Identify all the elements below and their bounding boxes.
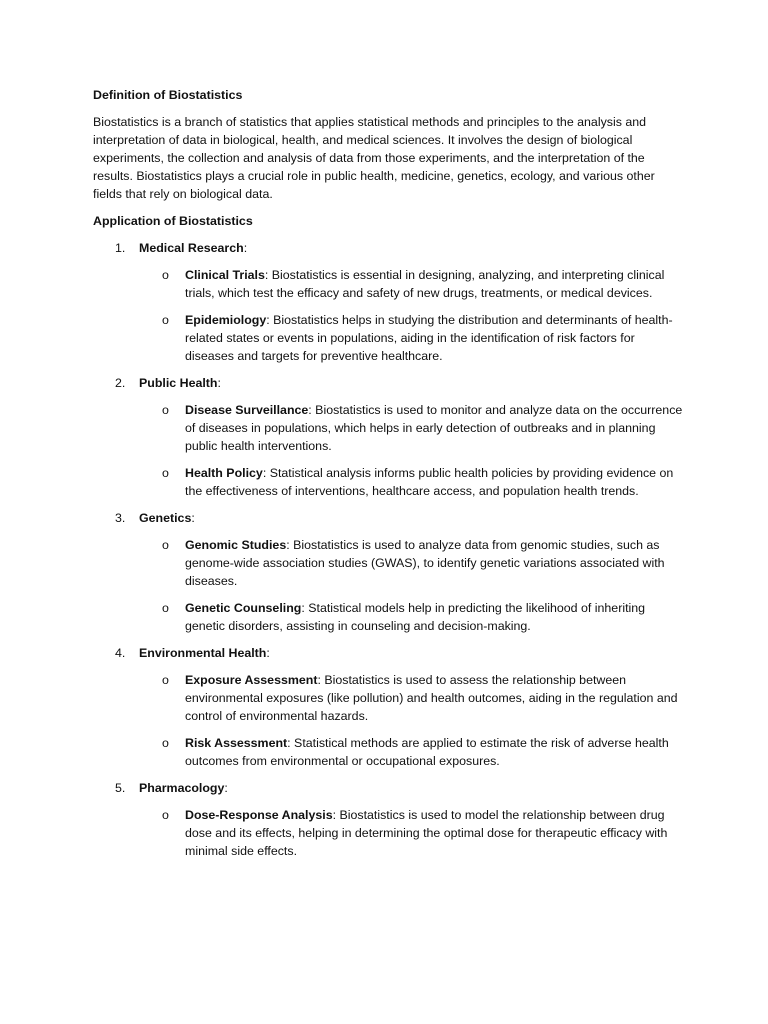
sub-text: : Biostatistics is used to monitor and analyze data on the occurrence of diseases in populations, which helps in early detection of outbreaks and in planning public health interventions. (185, 403, 683, 453)
application-item-header (93, 374, 683, 392)
item-title: Public Health (139, 376, 218, 390)
application-item-header (93, 779, 683, 797)
application-list (93, 239, 683, 860)
sub-text: : Biostatistics is used to analyze data from genomic studies, such as genome-wide association studies (GWAS), to identify genetic variations associated with diseases. (185, 538, 665, 588)
sub-text: : Statistical models help in predicting the likelihood of inheriting genetic disorders, assisting in counseling and decision-making. (185, 601, 646, 633)
bullet-marker: o (162, 466, 169, 480)
item-colon: : (191, 511, 195, 525)
sub-item (93, 266, 683, 302)
bullet-marker: o (162, 673, 169, 687)
sub-text: : Biostatistics is used to assess the relationship between environmental exposures (like pollution) and health outcomes, aiding in the regulation and control of environmental hazards. (185, 673, 678, 723)
sub-term: Risk Assessment (185, 736, 288, 750)
bullet-marker: o (162, 403, 169, 417)
item-colon: : (266, 646, 270, 660)
application-item (93, 644, 683, 770)
item-number: 5. (115, 781, 126, 795)
sub-list (93, 401, 683, 500)
sub-term: Health Policy (185, 466, 263, 480)
sub-item (93, 401, 683, 455)
sub-list (93, 806, 683, 860)
bullet-marker: o (162, 736, 169, 750)
bullet-marker: o (162, 268, 169, 282)
sub-term: Exposure Assessment (185, 673, 318, 687)
sub-item (93, 806, 683, 860)
definition-heading: Definition of Biostatistics (93, 88, 243, 102)
bullet-marker: o (162, 313, 169, 327)
sub-item (93, 464, 683, 500)
sub-item (93, 311, 683, 365)
sub-list (93, 266, 683, 365)
sub-term: Epidemiology (185, 313, 267, 327)
item-title: Medical Research (139, 241, 244, 255)
bullet-marker: o (162, 601, 169, 615)
item-colon: : (224, 781, 228, 795)
sub-text: : Statistical methods are applied to estimate the risk of adverse health outcomes from environmental or occupational exposures. (185, 736, 669, 768)
item-number: 1. (115, 241, 126, 255)
bullet-marker: o (162, 808, 169, 822)
item-title: Pharmacology (139, 781, 225, 795)
application-item-header (93, 509, 683, 527)
sub-text: : Biostatistics helps in studying the distribution and determinants of health-related states or events in populations, aiding in the identification of risk factors for diseases and targets for preventive healthcare. (185, 313, 673, 363)
sub-text: : Statistical analysis informs public health policies by providing evidence on the effectiveness of interventions, healthcare access, and population health trends. (185, 466, 674, 498)
sub-term: Genomic Studies (185, 538, 287, 552)
sub-item (93, 599, 683, 635)
application-item-header (93, 644, 683, 662)
sub-text: : Biostatistics is essential in designing, analyzing, and interpreting clinical trials, which test the efficacy and safety of new drugs, treatments, or medical devices. (185, 268, 665, 300)
item-number: 4. (115, 646, 126, 660)
item-colon: : (243, 241, 248, 255)
sub-list (93, 671, 683, 770)
item-colon: : (217, 376, 221, 390)
item-title: Environmental Health (139, 646, 267, 660)
sub-term: Disease Surveillance (185, 403, 309, 417)
sub-term: Genetic Counseling (185, 601, 302, 615)
application-heading: Application of Biostatistics (93, 214, 253, 228)
bullet-marker: o (162, 538, 169, 552)
sub-term: Dose-Response Analysis (185, 808, 333, 822)
definition-paragraph: Biostatistics is a branch of statistics that applies statistical methods and principles to the analysis and interpretation of data in biological, health, and medical sciences. It involves the design of biological experiments, the collection and analysis of data from those experiments, and the interpretation of the results. Biostatistics plays a crucial role in public health, medicine, genetics, ecology, and various other fields that rely on biological data. (93, 115, 655, 201)
application-item-header (93, 239, 683, 257)
application-item (93, 509, 683, 635)
application-item (93, 239, 683, 365)
item-number: 2. (115, 376, 126, 390)
sub-item (93, 536, 683, 590)
sub-list (93, 536, 683, 635)
item-title: Genetics (139, 511, 192, 525)
sub-item (93, 734, 683, 770)
sub-term: Clinical Trials (185, 268, 265, 282)
application-item (93, 779, 683, 860)
sub-item (93, 671, 683, 725)
item-number: 3. (115, 511, 126, 525)
document-page (93, 86, 683, 869)
sub-text: : Biostatistics is used to model the relationship between drug dose and its effects, helping in determining the optimal dose for therapeutic efficacy with minimal side effects. (185, 808, 668, 858)
application-item (93, 374, 683, 500)
